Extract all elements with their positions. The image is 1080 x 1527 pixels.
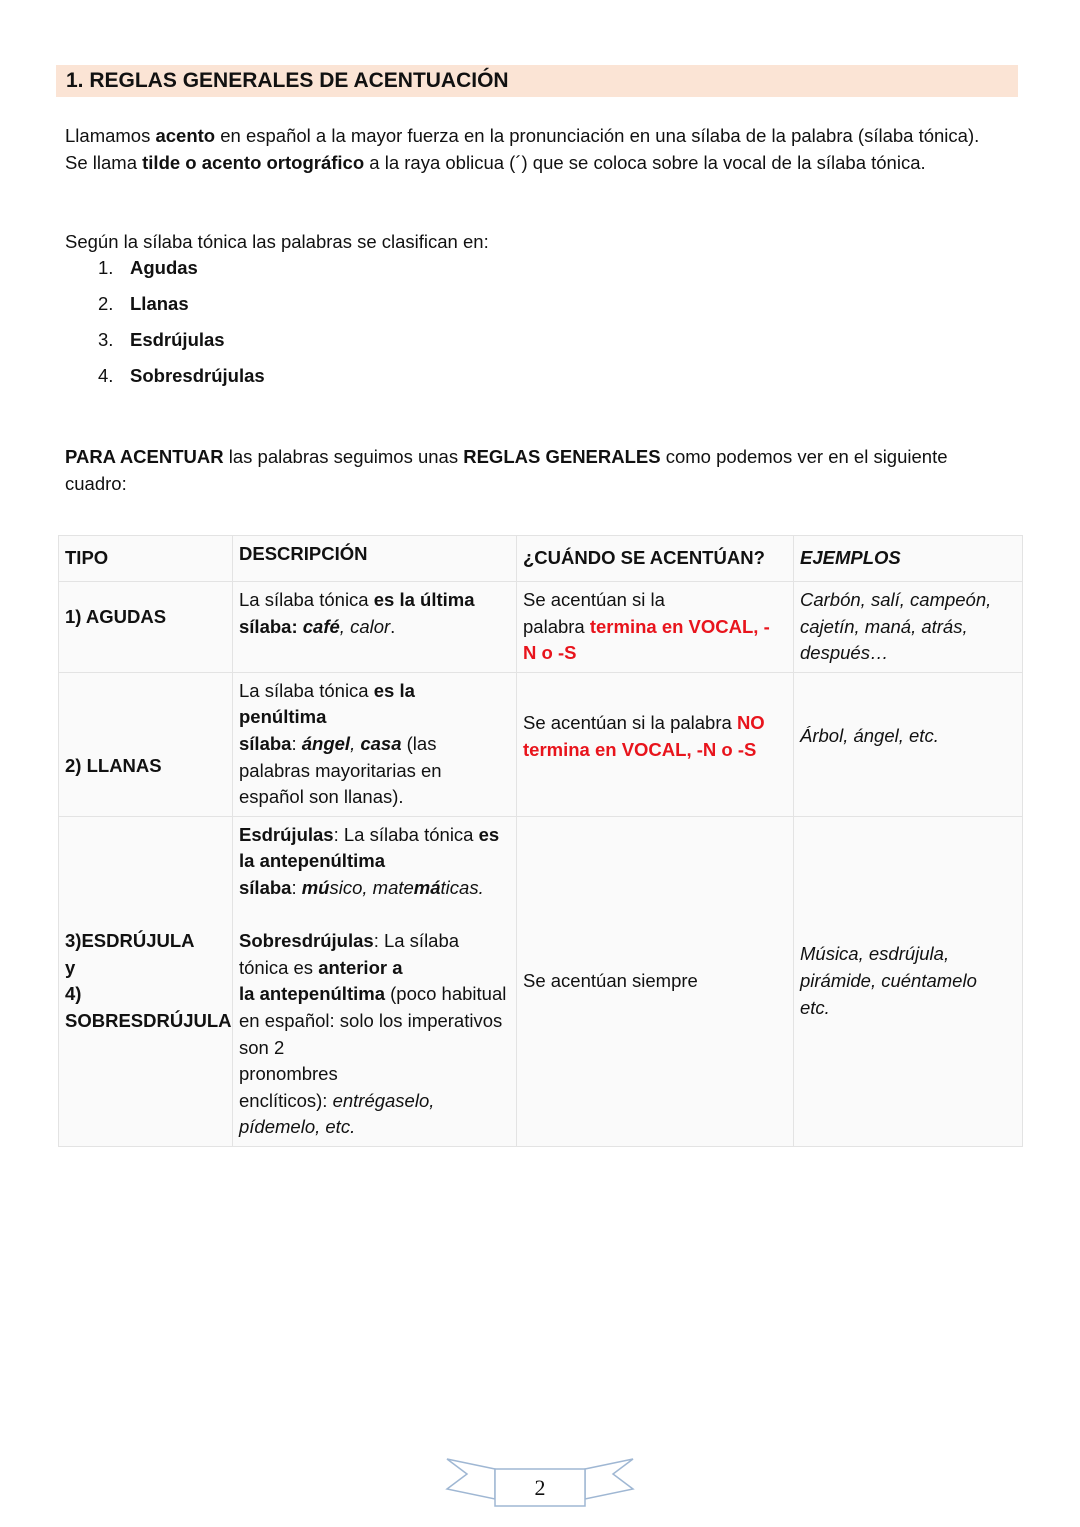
- text-run: sílaba: [239, 876, 292, 898]
- list-number: 1.: [98, 257, 114, 278]
- text-run: calor: [350, 615, 391, 637]
- text-run: etc.: [800, 996, 830, 1018]
- text-run: café: [302, 615, 340, 637]
- table-row: [59, 816, 1023, 1146]
- header-ejemplos: [794, 536, 1023, 582]
- text-run: es la última: [373, 589, 475, 610]
- text-run: termina en VOCAL, -: [589, 615, 770, 637]
- table-header-row: [59, 536, 1023, 582]
- cell-descripcion: [233, 672, 517, 816]
- table-row: [59, 582, 1023, 673]
- text-run: sico, mate: [329, 876, 414, 898]
- text-run: pídemelo, etc.: [239, 1116, 356, 1138]
- text-run: N o -S: [523, 642, 577, 664]
- list-item: [98, 290, 265, 326]
- list-item: [98, 362, 265, 398]
- cell-descripcion: [233, 582, 517, 673]
- text-run: ,: [339, 615, 351, 637]
- text-run: La sílaba tónica: [239, 679, 374, 701]
- text-run: Se acentúan si la palabra: [523, 712, 737, 734]
- text-run: las palabras seguimos unas: [223, 446, 464, 467]
- text-run: es la: [373, 679, 415, 701]
- text-run: : La sílaba tónica: [333, 823, 479, 845]
- text-run: La sílaba tónica: [239, 589, 374, 610]
- list-number: 3.: [98, 329, 114, 350]
- text-run: tilde o acento ortográfico: [142, 152, 365, 173]
- text-run: anterior a: [318, 956, 403, 978]
- text-run: casa: [360, 732, 402, 754]
- section-title-bar: [56, 65, 1018, 97]
- text-run: Árbol, ángel, etc.: [800, 725, 939, 747]
- intro-paragraph: [65, 122, 995, 176]
- text-run: acento: [155, 125, 216, 146]
- header-tipo: [59, 536, 233, 582]
- cell-ejemplos: [794, 816, 1023, 1146]
- text-run: DESCRIPCIÓN: [239, 543, 368, 564]
- list-item: [98, 326, 265, 362]
- text-run: termina en VOCAL, -N o -S: [523, 738, 757, 760]
- classify-text: Según la sílaba tónica las palabras se clasifican en:: [65, 231, 489, 252]
- text-run: mú: [301, 876, 330, 898]
- cell-tipo: [59, 816, 233, 1146]
- text-run: y: [65, 956, 76, 978]
- list-number: 2.: [98, 293, 114, 314]
- text-run: la antepenúltima: [239, 850, 385, 872]
- text-run: es: [478, 823, 500, 845]
- text-run: ticas.: [440, 876, 484, 898]
- text-run: 4): [65, 983, 82, 1005]
- section-title: 1. REGLAS GENERALES DE ACENTUACIÓN: [66, 69, 509, 92]
- text-run: (poco habitual en español: solo los imperativos son 2: [239, 983, 507, 1058]
- text-run: Llamamos: [65, 125, 156, 146]
- text-run: Esdrújulas: [239, 823, 334, 845]
- page-number: 2: [534, 1475, 546, 1500]
- text-run: (las palabras mayoritarias en español son llanas).: [239, 732, 442, 808]
- list-number: 4.: [98, 365, 114, 386]
- accent-rules-table: [58, 535, 1023, 1147]
- cell-ejemplos: [794, 672, 1023, 816]
- cell-ejemplos: [794, 582, 1023, 673]
- header-descripcion: [233, 536, 517, 582]
- table-row: [59, 672, 1023, 816]
- text-run: Sobresdrújulas: [239, 930, 374, 952]
- text-run: entrégaselo,: [332, 1089, 435, 1111]
- cell-tipo: [59, 582, 233, 673]
- text-run: palabra: [523, 615, 590, 637]
- text-run: ¿CUÁNDO SE ACENTÚAN?: [523, 547, 765, 569]
- text-run: EJEMPLOS: [800, 547, 901, 569]
- text-run: Se acentúan si la: [523, 589, 665, 610]
- rules-intro-paragraph: [65, 443, 985, 497]
- text-run: .: [390, 615, 396, 637]
- text-run: TIPO: [65, 547, 109, 569]
- cell-descripcion: [233, 816, 517, 1146]
- text-run: NO: [736, 712, 765, 734]
- cell-cuando: [517, 582, 794, 673]
- text-run: : La sílaba: [373, 930, 460, 952]
- text-run: sílaba: [239, 732, 292, 754]
- cell-cuando: [517, 672, 794, 816]
- header-cuando: [517, 536, 794, 582]
- page-number-ribbon: [445, 1455, 635, 1510]
- text-run: REGLAS GENERALES: [463, 446, 661, 467]
- text-run: penúltima: [239, 706, 327, 728]
- text-run: má: [413, 876, 441, 898]
- text-run: ,: [350, 732, 361, 754]
- text-run: pirámide, cuéntamelo: [800, 970, 977, 992]
- text-run: a la raya oblicua (´) que se coloca sobre la vocal de la sílaba tónica.: [364, 152, 926, 173]
- text-run: 2) LLANAS: [65, 755, 162, 777]
- text-run: sílaba:: [239, 615, 298, 637]
- text-run: enclíticos):: [239, 1089, 333, 1111]
- list-label: Sobresdrújulas: [130, 365, 265, 386]
- text-run: en español a la mayor fuerza en la pronunciación en una sílaba de la palabra (sílaba tónica). Se llama: [65, 125, 980, 173]
- text-run: 3)ESDRÚJULA: [65, 930, 195, 952]
- text-run: la antepenúltima: [239, 983, 385, 1005]
- text-run: pronombres: [239, 1063, 338, 1085]
- cell-tipo: [59, 672, 233, 816]
- text-run: :: [291, 876, 302, 898]
- text-run: Se acentúan siempre: [523, 970, 698, 992]
- text-run: Carbón, salí, campeón, cajetín, maná, atrás, después…: [800, 589, 992, 664]
- text-run: Música, esdrújula,: [800, 943, 950, 965]
- text-run: PARA ACENTUAR: [65, 446, 224, 467]
- list-label: Agudas: [130, 257, 198, 278]
- list-item: [98, 254, 265, 290]
- word-class-list: [98, 254, 265, 398]
- text-run: tónica es: [239, 956, 319, 978]
- text-run: :: [291, 732, 302, 754]
- list-label: Esdrújulas: [130, 329, 225, 350]
- cell-cuando: [517, 816, 794, 1146]
- text-run: 1) AGUDAS: [65, 606, 167, 628]
- list-label: Llanas: [130, 293, 189, 314]
- text-run: como podemos ver en el siguiente cuadro:: [65, 446, 948, 494]
- text-run: SOBRESDRÚJULA: [65, 1009, 232, 1031]
- text-run: ángel: [301, 732, 351, 754]
